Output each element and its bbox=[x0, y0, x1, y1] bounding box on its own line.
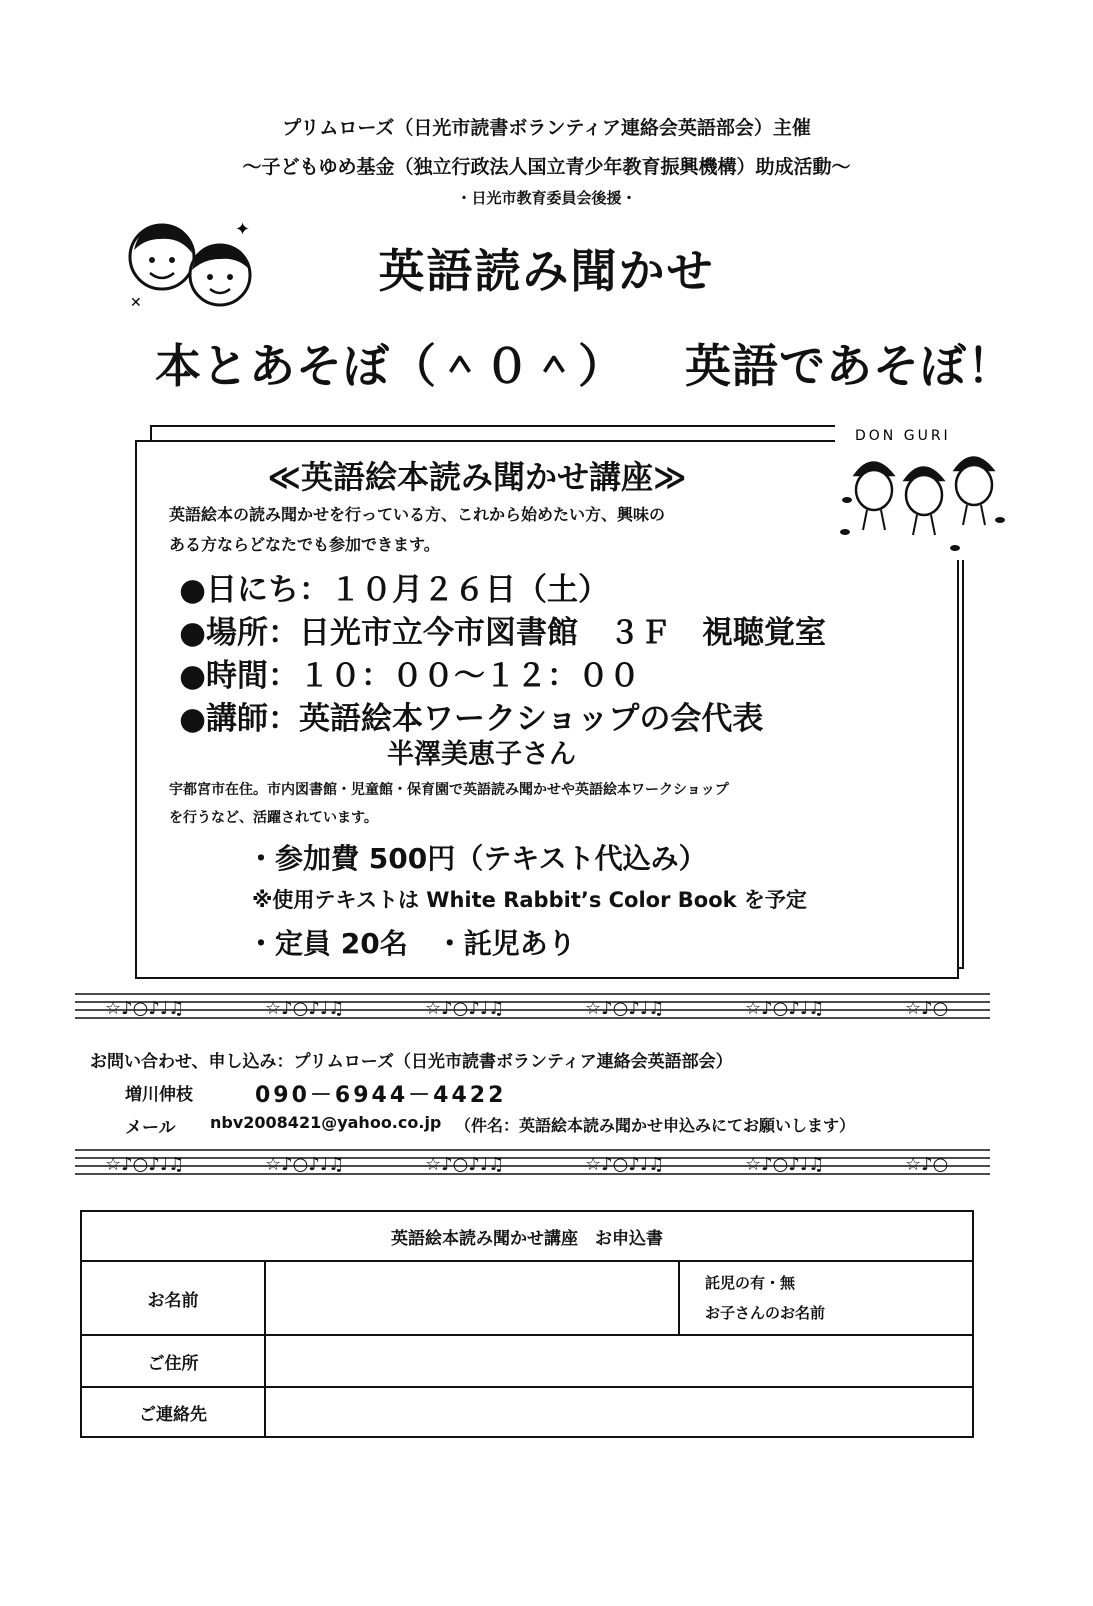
svg-text:☆♪○♪♩♫: ☆♪○♪♩♫ bbox=[745, 1154, 825, 1175]
svg-text:☆♪○♪♩♫: ☆♪○♪♩♫ bbox=[265, 998, 345, 1019]
course-fee: ・参加費 500円（テキスト代込み） bbox=[247, 842, 707, 875]
bio-line-1: 宇都宮市在住。市内図書館・児童館・保育園で英語読み聞かせや英語絵本ワークショップ bbox=[169, 782, 729, 798]
childcare-cell[interactable] bbox=[679, 1261, 973, 1335]
childcare-label: 託児の有・無 bbox=[705, 1274, 796, 1292]
svg-text:✦: ✦ bbox=[235, 219, 251, 240]
svg-text:☆♪○: ☆♪○ bbox=[905, 998, 949, 1019]
contact-mail[interactable]: nbv2008421@yahoo.co.jp bbox=[210, 1113, 442, 1132]
course-capacity: ・定員 20名 ・託児あり bbox=[247, 927, 576, 960]
course-time: ●時間：１０：００～１２：００ bbox=[179, 658, 641, 694]
form-title: 英語絵本読み聞かせ講座 お申込書 bbox=[81, 1211, 973, 1261]
course-heading: ≪英語絵本読み聞かせ講座≫ bbox=[267, 458, 687, 496]
name-label: お名前 bbox=[81, 1261, 265, 1335]
acorn-caption: DON GURI bbox=[855, 428, 951, 444]
text-note: ※使用テキストは White Rabbit’s Color Book を予定 bbox=[252, 888, 807, 912]
svg-text:☆♪○♪♩♫: ☆♪○♪♩♫ bbox=[105, 998, 185, 1019]
course-date: ●日にち：１０月２６日（土） bbox=[179, 572, 610, 608]
svg-text:☆♪○♪♩♫: ☆♪○♪♩♫ bbox=[585, 998, 665, 1019]
bio-line-2: を行うなど、活躍されています。 bbox=[169, 810, 378, 826]
sub-title bbox=[155, 330, 1014, 396]
application-form bbox=[80, 1210, 974, 1438]
svg-text:☆♪○♪♩♫: ☆♪○♪♩♫ bbox=[425, 1154, 505, 1175]
organizer-text: プリムローズ（日光市読書ボランティア連絡会英語部会）主催 bbox=[282, 117, 811, 139]
address-label: ご住所 bbox=[81, 1335, 265, 1387]
main-title: 英語読み聞かせ bbox=[378, 244, 715, 298]
sub-title-right: 英語であそぼ！ bbox=[685, 339, 1014, 393]
fund-text: ～子どもゆめ基金（独立行政法人国立青少年教育振興機構）助成活動～ bbox=[242, 156, 851, 178]
svg-text:☆♪○♪♩♫: ☆♪○♪♩♫ bbox=[105, 1154, 185, 1175]
mail-note: （件名：英語絵本読み聞かせ申込みにてお願いします） bbox=[455, 1116, 856, 1135]
course-place: ●場所：日光市立今市図書館 ３Ｆ 視聴覚室 bbox=[179, 615, 827, 651]
course-lecturer: ●講師：英語絵本ワークショップの会代表 bbox=[179, 701, 764, 737]
svg-text:☆♪○♪♩♫: ☆♪○♪♩♫ bbox=[585, 1154, 665, 1175]
lecturer-name: 半澤美恵子さん bbox=[387, 739, 576, 770]
support-text: ・日光市教育委員会後援・ bbox=[456, 189, 637, 207]
contact-phone: 090－6944－4422 bbox=[255, 1083, 507, 1108]
svg-text:☆♪○: ☆♪○ bbox=[905, 1154, 949, 1175]
sub-title-left: 本とあそぼ（＾０＾） bbox=[155, 339, 625, 393]
address-field[interactable] bbox=[265, 1335, 973, 1387]
acorns-icon bbox=[835, 420, 1010, 560]
svg-text:☆♪○♪♩♫: ☆♪○♪♩♫ bbox=[745, 998, 825, 1019]
contact-field[interactable] bbox=[265, 1387, 973, 1437]
contact-label: ご連絡先 bbox=[81, 1387, 265, 1437]
music-staff-top bbox=[75, 992, 990, 1022]
svg-text:☆♪○♪♩♫: ☆♪○♪♩♫ bbox=[425, 998, 505, 1019]
contact-name: 増川伸枝 bbox=[125, 1085, 193, 1105]
child-name-label: お子さんのお名前 bbox=[705, 1304, 826, 1322]
intro-line-1: 英語絵本の読み聞かせを行っている方、これから始めたい方、興味の bbox=[169, 505, 666, 524]
intro-line-2: ある方ならどなたでも参加できます。 bbox=[169, 535, 440, 554]
music-staff-bottom bbox=[75, 1148, 990, 1178]
contact-line: お問い合わせ、申し込み：プリムローズ（日光市読書ボランティア連絡会英語部会） bbox=[90, 1052, 733, 1072]
name-field[interactable] bbox=[265, 1261, 679, 1335]
svg-text:☆♪○♪♩♫: ☆♪○♪♩♫ bbox=[265, 1154, 345, 1175]
mail-label: メール bbox=[125, 1118, 176, 1138]
svg-text:✕: ✕ bbox=[130, 295, 142, 310]
